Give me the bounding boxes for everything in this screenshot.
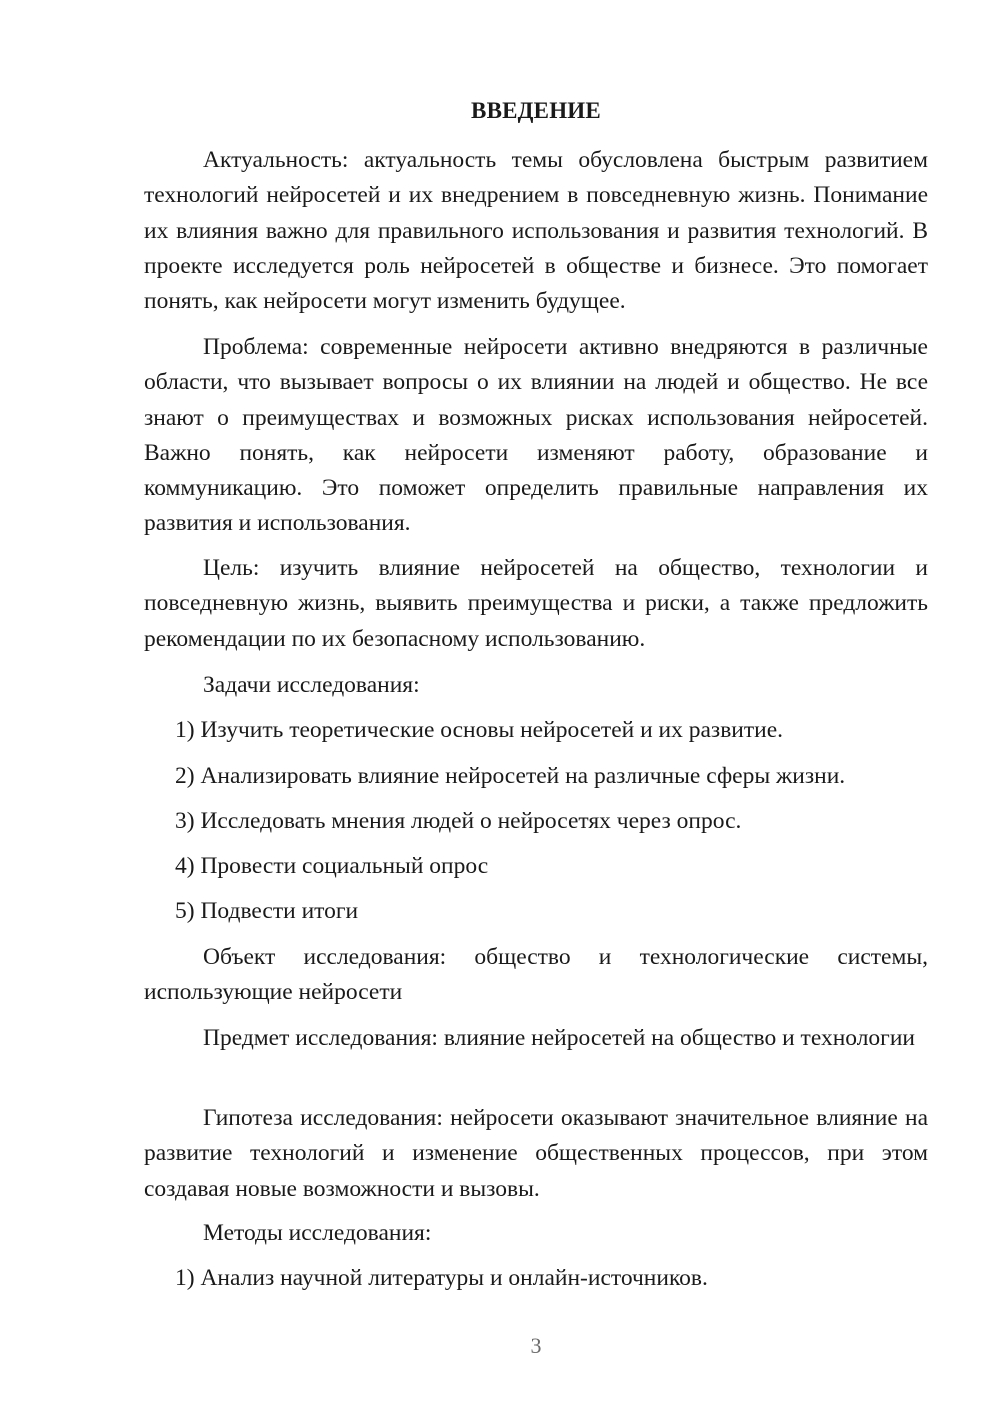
task-item-3: 3) Исследовать мнения людей о нейросетях через опрос. bbox=[175, 807, 742, 834]
hypothesis-paragraph: Гипотеза исследования: нейросети оказывают значительное влияние на развитие технологий и изменение общественных процессов, при этом создавая новые возможности и вызовы. bbox=[144, 1105, 928, 1202]
methods-heading: Методы исследования: bbox=[203, 1220, 432, 1246]
task-item-2: 2) Анализировать влияние нейросетей на различные сферы жизни. bbox=[175, 762, 846, 789]
hypothesis-block bbox=[144, 1101, 928, 1207]
relevance-paragraph: Актуальность: актуальность темы обусловлена быстрым развитием технологий нейросетей и их внедрением в повседневную жизнь. Понимание их влияния важно для правильного использования и развития технологий. В проекте исследуется роль нейросетей в обществе и бизнесе. Это помогает понять, как нейросети могут изменить будущее. bbox=[144, 147, 928, 315]
problem-paragraph: Проблема: современные нейросети активно внедряются в различные области, что вызывает вопросы о их влиянии на людей и общество. Не все знают о преимуществах и возможных рисках использования нейросетей. Важно понять, как нейросети изменяют работу, образование и коммуникацию. Это поможет определить правильные направления их развития и использования. bbox=[144, 334, 928, 537]
task-item-1: 1) Изучить теоретические основы нейросетей и их развитие. bbox=[175, 717, 784, 744]
subject-block bbox=[144, 1021, 928, 1056]
subject-paragraph: Предмет исследования: влияние нейросетей на общество и технологии bbox=[203, 1025, 915, 1051]
page-number: 3 bbox=[530, 1333, 542, 1358]
page-title: ВВЕДЕНИЕ bbox=[471, 98, 601, 123]
goal-block bbox=[144, 551, 928, 657]
method-item-1: 1) Анализ научной литературы и онлайн-источников. bbox=[175, 1265, 708, 1292]
task-item-5: 5) Подвести итоги bbox=[175, 898, 359, 925]
task-item-4: 4) Провести социальный опрос bbox=[175, 853, 489, 880]
tasks-block bbox=[144, 668, 928, 930]
problem-block bbox=[144, 330, 928, 542]
goal-paragraph: Цель: изучить влияние нейросетей на общество, технологии и повседневную жизнь, выявить преимущества и риски, а также предложить рекомендации по их безопасному использованию. bbox=[144, 555, 928, 652]
object-paragraph: Объект исследования: общество и технологические системы, использующие нейросети bbox=[144, 944, 928, 1006]
methods-block bbox=[144, 1216, 928, 1297]
object-block bbox=[144, 940, 928, 1011]
tasks-heading: Задачи исследования: bbox=[203, 672, 420, 698]
relevance-block bbox=[144, 143, 928, 319]
